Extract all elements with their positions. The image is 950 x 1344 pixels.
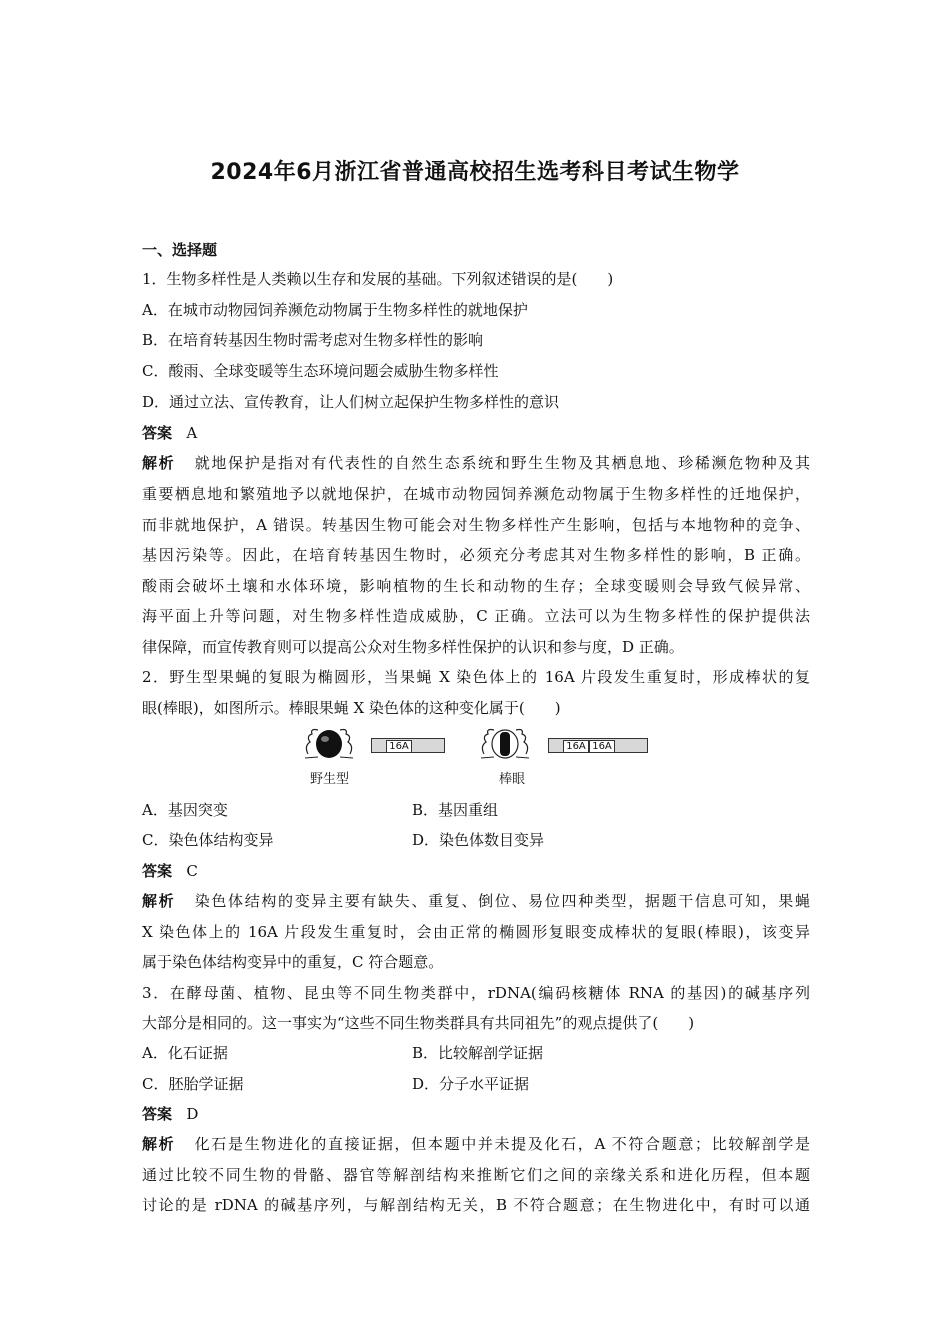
q3-stem: 大部分是相同的。这一事实为“这些不同生物类群具有共同祖先”的观点提供了( ) (142, 1014, 695, 1032)
q1-analysis-line: 而非就地保护，A 错误。转基因生物可能会对生物多样性产生影响，包括与本地物种的竞争、 (142, 516, 810, 534)
q2-answer-row (142, 861, 198, 881)
q3-answer-row (142, 1104, 198, 1124)
analysis-label: 解析 (142, 1135, 176, 1153)
answer-value: C (186, 862, 198, 880)
q3-option-c: C．胚胎学证据 (142, 1075, 244, 1093)
q3-analysis-line: 讨论的是 rDNA 的碱基序列，与解剖结构无关，B 不符合题意；在生物进化中，有时可以通 (142, 1196, 810, 1214)
q3-option-a: A．化石证据 (142, 1044, 228, 1062)
q2-stem: 眼(棒眼)，如图所示。棒眼果蝇 X 染色体的这种变化属于( ) (142, 699, 561, 717)
q1-option-a: A．在城市动物园饲养濒危动物属于生物多样性的就地保护 (142, 301, 528, 319)
q2-option-b: B．基因重组 (412, 801, 499, 819)
fruit-fly-figure (296, 724, 656, 788)
answer-value: D (186, 1105, 199, 1123)
q1-analysis-line: 解析 就地保护是指对有代表性的自然生态系统和野生生物及其栖息地、珍稀濒危物种及其 (142, 454, 810, 472)
bar-eye-chromosome (548, 738, 648, 753)
answer-value: A (186, 424, 198, 442)
q1-option-d: D．通过立法、宣传教育，让人们树立起保护生物多样性的意识 (142, 393, 560, 411)
wild-type-fly-eye-icon (300, 724, 358, 762)
q1-analysis-line: 酸雨会破坏土壤和水体环境，影响植物的生长和动物的生存；全球变暖则会导致气候异常、 (142, 577, 810, 595)
q1-stem: 1．生物多样性是人类赖以生存和发展的基础。下列叙述错误的是( ) (142, 270, 614, 288)
answer-label: 答案 (142, 424, 173, 442)
q1-analysis-line: 重要栖息地和繁殖地予以就地保护，在城市动物园饲养濒危动物属于生物多样性的迁地保护， (142, 485, 810, 503)
analysis-label: 解析 (142, 892, 176, 910)
wild-type-label: 野生型 (310, 772, 350, 787)
q1-analysis-line: 律保障，而宣传教育则可以提高公众对生物多样性保护的认识和参与度，D 正确。 (142, 638, 684, 656)
q1-analysis-line: 海平面上升等问题，对生物多样性造成威胁，C 正确。立法可以为生物多样性的保护提供法 (142, 607, 810, 625)
q3-option-b: B．比较解剖学证据 (412, 1044, 544, 1062)
analysis-label: 解析 (142, 454, 176, 472)
answer-label: 答案 (142, 1105, 173, 1123)
q2-option-a: A．基因突变 (142, 801, 228, 819)
section-heading: 一、选择题 (142, 241, 218, 259)
segment-16a-duplicate: 16A (589, 740, 615, 753)
q2-stem: 2．野生型果蝇的复眼为椭圆形，当果蝇 X 染色体上的 16A 片段发生重复时，形成棒状的复 (142, 668, 810, 686)
bar-eye-label: 棒眼 (499, 772, 526, 787)
q3-analysis-line: 解析 化石是生物进化的直接证据，但本题中并未提及化石，A 不符合题意；比较解剖学是 (142, 1135, 810, 1153)
segment-16a: 16A (563, 740, 589, 753)
bar-eye-fly-icon (476, 724, 534, 762)
answer-label: 答案 (142, 862, 173, 880)
q2-analysis-line: 属于染色体结构变异中的重复，C 符合题意。 (142, 953, 444, 971)
wild-type-chromosome (371, 738, 445, 753)
q3-stem: 3．在酵母菌、植物、昆虫等不同生物类群中，rDNA(编码核糖体 RNA 的基因)的碱基序列 (142, 984, 810, 1002)
q1-option-b: B．在培育转基因生物时需考虑对生物多样性的影响 (142, 331, 484, 349)
q1-option-c: C．酸雨、全球变暖等生态环境问题会威胁生物多样性 (142, 362, 499, 380)
q2-option-d: D．染色体数目变异 (412, 831, 545, 849)
segment-16a: 16A (386, 740, 412, 753)
page-title: 2024年6月浙江省普通高校招生选考科目考试生物学 (210, 160, 740, 185)
q2-analysis-line: 解析 染色体结构的变异主要有缺失、重复、倒位、易位四种类型，据题干信息可知，果蝇 (142, 892, 810, 910)
q3-option-d: D．分子水平证据 (412, 1075, 530, 1093)
q2-analysis-line: X 染色体上的 16A 片段发生重复时，会由正常的椭圆形复眼变成棒状的复眼(棒眼)，该变异 (142, 923, 810, 941)
q1-analysis-line: 基因污染等。因此，在培育转基因生物时，必须充分考虑其对生物多样性的影响，B 正确。 (142, 546, 810, 564)
q3-analysis-line: 通过比较不同生物的骨骼、器官等解剖结构来推断它们之间的亲缘关系和进化历程，但本题 (142, 1166, 810, 1184)
q1-answer-row (142, 423, 197, 443)
q2-option-c: C．染色体结构变异 (142, 831, 274, 849)
